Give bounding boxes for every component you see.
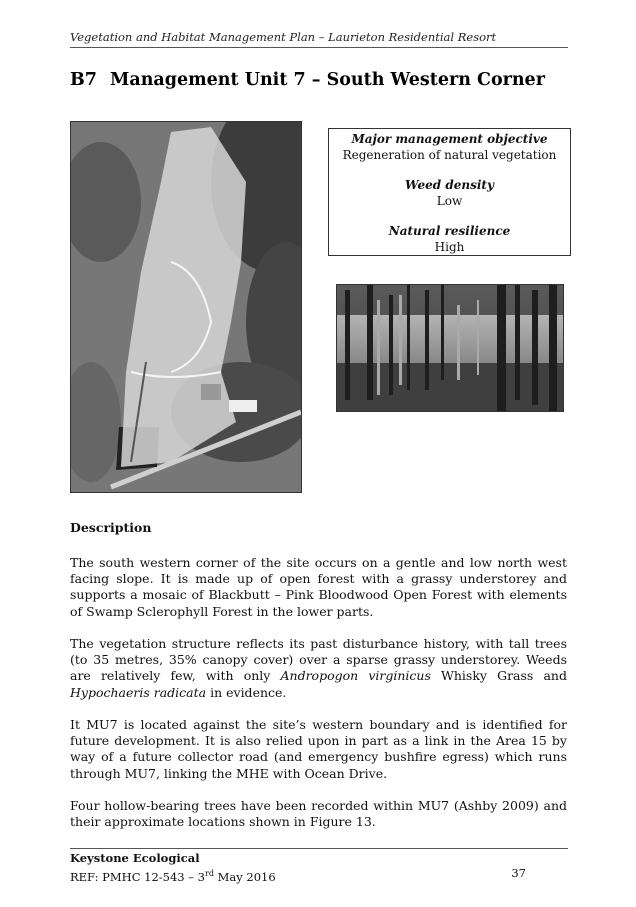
objective-value: Regeneration of natural vegetation [342,147,557,162]
forest-photo [336,284,564,412]
footer-organisation: Keystone Ecological [70,851,200,865]
running-header: Vegetation and Habitat Management Plan – Laurieton Residential Resort [70,30,568,48]
description-heading: Description [70,520,152,535]
paragraph: The south western corner of the site occurs on a gentle and low north west facing slope. It is made up of open forest with a grassy understorey and supports a mosaic of Blackbutt – Pink Bloodwood Open Forest with elements of Swamp Sclerophyll Forest in the lower parts. [70,555,567,619]
page-footer [70,848,568,885]
section-number: B7 [70,70,97,90]
species-name: Hypochaeris radicata [70,684,207,700]
natural-resilience-value: High [434,239,465,254]
aerial-map-image [70,121,302,493]
section-title-text: Management Unit 7 – South Western Corner [110,70,545,90]
section-title [70,70,545,90]
paragraph: The vegetation structure reflects its past disturbance history, with tall trees (to 35 metres, 35% canopy cover) over a sparse grassy understorey. Weeds are relatively few, with only Andropogon virginicus Whisky Grass and Hypochaeris radicata in evidence. [70,636,567,700]
weed-density-value: Low [436,193,463,208]
management-summary-box [328,128,571,256]
paragraph: Four hollow-bearing trees have been recorded within MU7 (Ashby 2009) and their approximate locations shown in Figure 13. [70,798,567,830]
footer-reference: REF: PMHC 12-543 – 3rd May 2016 [70,869,276,884]
natural-resilience-heading: Natural resilience [388,224,511,238]
description-body [70,555,567,847]
paragraph: It MU7 is located against the site’s western boundary and is identified for future development. It is also relied upon in part as a link in the Area 15 by way of a future collector road (and emergency bushfire egress) which runs through MU7, linking the MHE with Ocean Drive. [70,717,567,781]
species-name: Andropogon virginicus [280,668,431,684]
page-number: 37 [511,866,526,880]
weed-density-heading: Weed density [405,178,494,192]
objective-heading: Major management objective [351,132,548,146]
